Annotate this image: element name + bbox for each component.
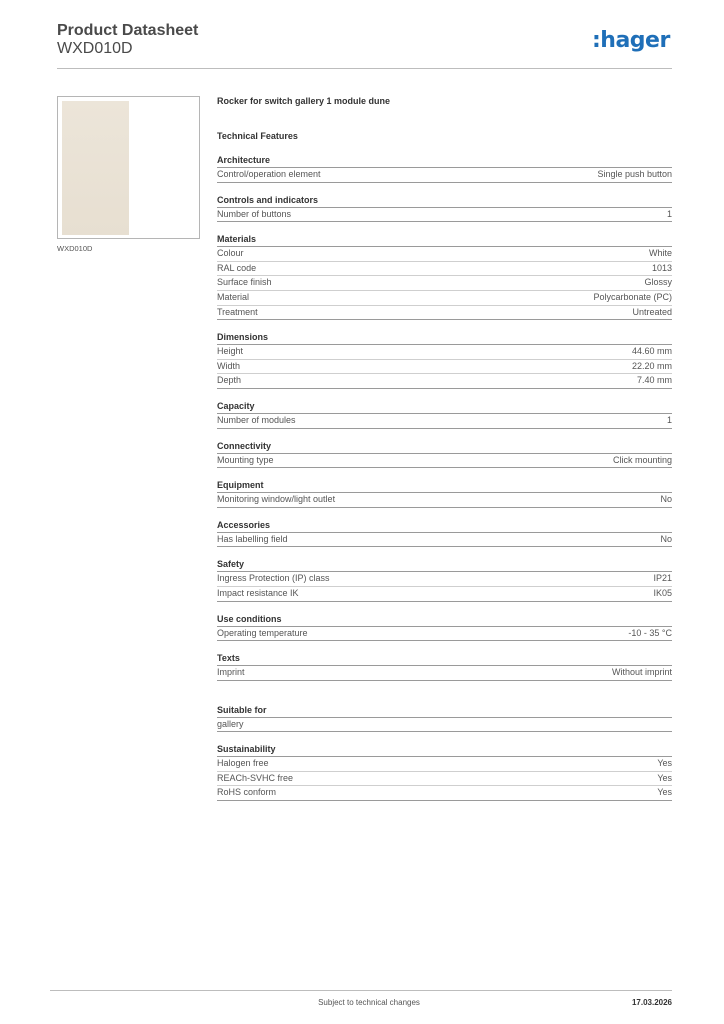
feature-value: 1 (666, 208, 672, 219)
feature-value: 7.40 mm (636, 375, 672, 386)
feature-label: Monitoring window/light outlet (217, 494, 336, 505)
feature-row (217, 262, 672, 277)
section-architecture (217, 153, 672, 183)
feature-row (217, 786, 672, 801)
feature-label: Colour (217, 248, 244, 259)
section-safety (217, 557, 672, 601)
feature-label: gallery (217, 718, 244, 729)
feature-row (217, 666, 672, 681)
hager-logo (592, 28, 670, 54)
section-heading: Safety (217, 557, 672, 572)
feature-label: Mounting type (217, 454, 274, 465)
feature-value: IK05 (653, 587, 672, 598)
feature-value: 22.20 mm (631, 360, 672, 371)
feature-value: Untreated (632, 306, 672, 317)
feature-value: No (660, 533, 672, 544)
feature-label: Surface finish (217, 277, 272, 288)
section-heading: Materials (217, 232, 672, 247)
feature-label: Height (217, 346, 244, 357)
feature-value: Yes (657, 772, 672, 783)
feature-row (217, 276, 672, 291)
page-title: Product Datasheet (57, 22, 199, 39)
footer-note: Subject to technical changes (318, 998, 420, 1007)
feature-row (217, 772, 672, 787)
feature-label: Number of modules (217, 414, 296, 425)
section-dimensions (217, 330, 672, 389)
feature-label: Imprint (217, 667, 245, 678)
feature-sections (217, 153, 672, 801)
feature-label: Ingress Protection (IP) class (217, 573, 330, 584)
feature-value: Glossy (644, 277, 672, 288)
feature-label: Operating temperature (217, 627, 308, 638)
feature-value: Single push button (597, 169, 672, 179)
feature-row (217, 306, 672, 321)
section-accessories (217, 518, 672, 548)
section-heading: Connectivity (217, 439, 672, 454)
section-heading: Equipment (217, 478, 672, 493)
feature-value: 1013 (651, 262, 672, 273)
section-heading: Capacity (217, 399, 672, 414)
feature-row (217, 454, 672, 469)
feature-row (217, 291, 672, 306)
section-heading: Accessories (217, 518, 672, 533)
feature-row (217, 627, 672, 642)
feature-row (217, 493, 672, 508)
rocker-picture (62, 101, 129, 235)
feature-label: Depth (217, 375, 242, 386)
section-materials (217, 232, 672, 320)
footer-divider (50, 990, 672, 991)
feature-row (217, 414, 672, 429)
feature-value: 44.60 mm (631, 346, 672, 357)
section-connectivity (217, 439, 672, 469)
feature-label: Halogen free (217, 758, 269, 769)
section-capacity (217, 399, 672, 429)
section-heading: Dimensions (217, 330, 672, 345)
feature-row (217, 247, 672, 262)
feature-row (217, 168, 672, 183)
feature-label: RAL code (217, 262, 257, 273)
feature-row (217, 533, 672, 548)
feature-label: Number of buttons (217, 208, 292, 219)
feature-value: No (660, 494, 672, 505)
feature-value: Yes (657, 787, 672, 798)
feature-row (217, 718, 672, 733)
feature-row (217, 208, 672, 223)
section-equipment (217, 478, 672, 508)
section-heading: Architecture (217, 153, 672, 168)
feature-label: REACh-SVHC free (217, 772, 294, 783)
feature-value: Without imprint (611, 667, 672, 678)
technical-content (217, 94, 672, 801)
feature-value: Polycarbonate (PC) (593, 291, 672, 302)
feature-label: Width (217, 360, 241, 371)
feature-row (217, 374, 672, 389)
product-image (57, 96, 200, 239)
section-suitable-for (217, 703, 672, 733)
feature-label: Treatment (217, 306, 258, 317)
technical-features-heading: Technical Features (217, 131, 298, 141)
feature-row (217, 572, 672, 587)
section-controls-and-indicators (217, 193, 672, 223)
feature-value: -10 - 35 °C (628, 627, 672, 638)
section-heading: Sustainability (217, 742, 672, 757)
header-divider (57, 68, 672, 69)
feature-label: RoHS conform (217, 787, 277, 798)
feature-label: Impact resistance IK (217, 587, 299, 598)
feature-label: Control/operation element (217, 169, 321, 179)
feature-value: 1 (666, 414, 672, 425)
feature-value: White (648, 248, 672, 259)
section-heading: Texts (217, 651, 672, 666)
footer-date: 17.03.2026 (631, 998, 672, 1007)
section-heading: Use conditions (217, 612, 672, 627)
feature-value: Click mounting (612, 454, 672, 465)
section-use-conditions (217, 612, 672, 642)
feature-label: Has labelling field (217, 533, 288, 544)
section-texts (217, 651, 672, 681)
feature-row (217, 345, 672, 360)
feature-row (217, 587, 672, 602)
feature-row (217, 360, 672, 375)
feature-label: Material (217, 291, 250, 302)
image-caption: WXD010D (57, 244, 93, 253)
product-title: Rocker for switch gallery 1 module dune (217, 96, 391, 106)
feature-value: Yes (657, 758, 672, 769)
logo-text: :hager (592, 28, 670, 53)
product-code: WXD010D (57, 40, 133, 57)
section-sustainability (217, 742, 672, 801)
feature-row (217, 757, 672, 772)
section-heading: Controls and indicators (217, 193, 672, 208)
section-heading: Suitable for (217, 703, 672, 718)
feature-value: IP21 (653, 573, 672, 584)
